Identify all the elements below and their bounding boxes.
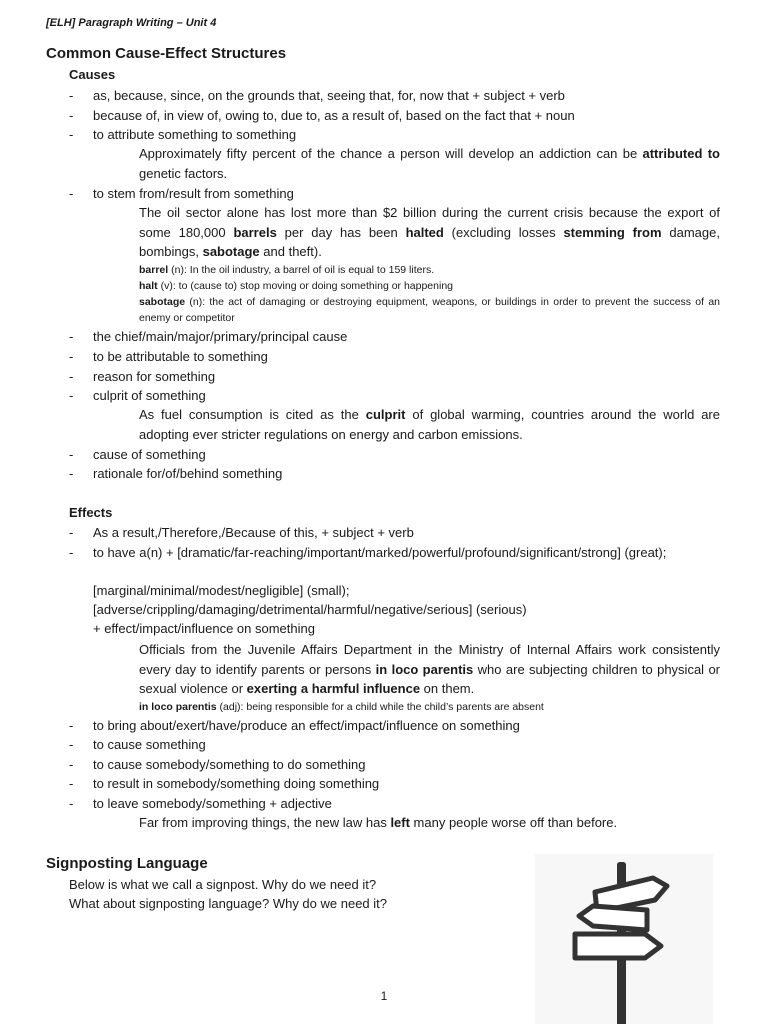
example-stem-from: The oil sector alone has lost more than $2 billion during the current crisis because the export of some 180,000 barrels per day has been halted (excluding losses stemming from damage, bombings, sabotage and theft). xyxy=(139,205,720,259)
example-harmful-influence: Officials from the Juvenile Affairs Department in the Ministry of Internal Affairs work consistently every day to identify parents or persons in loco parentis who are subjecting children to physical or sexual violence or exerting a harmful influence on them. xyxy=(139,642,721,696)
document-page: [ELH] Paragraph Writing – Unit 4 Common Cause-Effect Structures Causes - as, because, since, on the grounds that, seeing that, for, now that + subject + verb - because of, in view of, owing to, due to, as a result of, based on the fact that + noun - to attribute something to something Approximately fifty percent of the chance a person will develop an addiction can be attributed to genetic factors. - to stem from/result from something The oil sector alone has lost more than $2 billion during the current crisis because the export of some 180,000 barrels per day has been halted (excluding losses stemming from damage, bombings, sabotage and theft). barrel (n): In the oil industry, a barrel of oil is equal to 159 liters. halt (v): to (cause to) stop moving or doing something or happening sabotage (n): the act of damaging or destroying equipment, weapons, or buildings in order to prevent the success of an enemy or competitor - the chief/main/major/primary/principal cause - to be attributable to something - reason for something - culprit of something As fuel consumption is cited as the culprit of global warming, countries around the world are adopting ever stricter regulations on energy and carbon emissions. - cause of something - rationale for/of/behind something Effects - As a result,/Therefore,/Because of this, + subject + verb - to have a(n) + [dramatic/far-reaching/important/marked/powerful/profound/significant/strong] (great); [marginal/minimal/modest/negligible] (small); [adverse/crippling/damaging/detrimental/harmful/negative/serious] (serious) + effect/impact/influence on something Officials from the Juvenile Affairs Department in the Ministry of Internal Affairs work consistently every day to identify parents or persons in loco parentis who are subjecting children to physical or sexual violence or exerting a harmful influence on them. in loco parentis (adj): being responsible for a child while the child’s parents are absent - to bring about/exert/have/produce an effect/impact/influence on something - to cause something - to cause somebody/something to do something - to result in somebody/something doing something - to leave somebody/something + adjective Far from improving things, the new law has left many people worse off than before. Signposting Language Below is what we call a signpost. Why do we need it? What about signposting language? Why do we need it? 1 xyxy=(0,0,768,1024)
gloss-barrel: barrel (n): In the oil industry, a barrel of oil is equal to 159 liters. xyxy=(139,264,435,276)
effect-adjectives-tail: + effect/impact/influence on something xyxy=(93,621,315,636)
signpost-question-2: What about signposting language? Why do we need it? xyxy=(69,896,387,911)
effect-adjectives-serious: [adverse/crippling/damaging/detrimental/harmful/negative/serious] (serious) xyxy=(93,602,527,617)
signpost-question-1: Below is what we call a signpost. Why do we need it? xyxy=(69,877,377,892)
example-leave: Far from improving things, the new law has left many people worse off than before. xyxy=(139,815,618,830)
causes-heading: Causes xyxy=(69,67,116,82)
gloss-sabotage: sabotage (n): the act of damaging or destroying equipment, weapons, or buildings in order to prevent the success of an enemy or competitor xyxy=(139,296,720,324)
section-title-cause-effect: Common Cause-Effect Structures xyxy=(46,45,287,62)
document-header: [ELH] Paragraph Writing – Unit 4 xyxy=(46,17,217,29)
gloss-in-loco-parentis: in loco parentis (adj): being responsible for a child while the child’s parents are absent xyxy=(139,701,544,713)
section-title-signposting: Signposting Language xyxy=(46,855,208,872)
gloss-halt: halt (v): to (cause to) stop moving or doing something or happening xyxy=(139,280,453,292)
effects-heading: Effects xyxy=(69,505,113,520)
effect-adjectives-small: [marginal/minimal/modest/negligible] (small); xyxy=(93,583,350,598)
example-attribute: Approximately fifty percent of the chance a person will develop an addiction can be attributed to genetic factors. xyxy=(139,146,720,181)
page-number: 1 xyxy=(380,989,388,1003)
effect-adjectives-line: to have a(n) + [dramatic/far-reaching/important/marked/powerful/profound/significant/strong] (great); xyxy=(93,545,667,560)
example-culprit: As fuel consumption is cited as the culprit of global warming, countries around the world are adopting ever stricter regulations on energy and carbon emissions. xyxy=(139,407,720,442)
